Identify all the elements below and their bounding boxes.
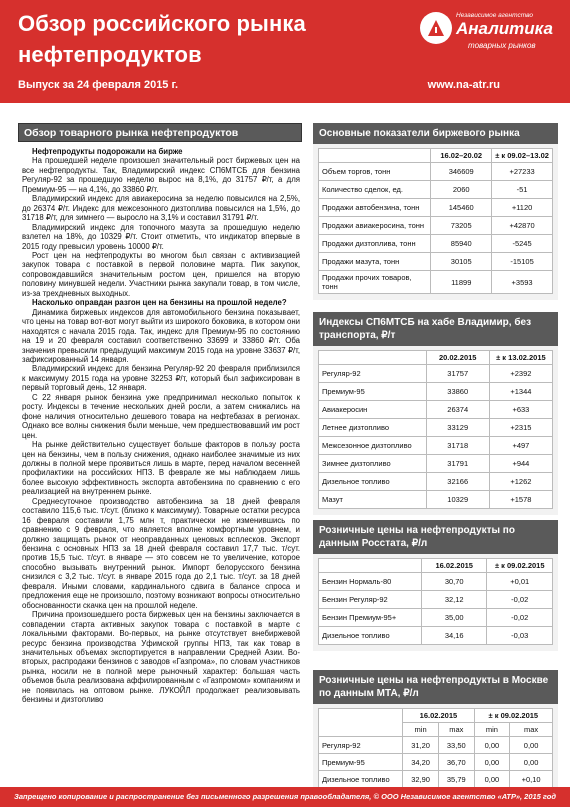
- table-row: [319, 491, 553, 509]
- article-paragraph: Владимирский индекс для топочного мазута за прошедшую неделю взлетел на 18%, до 10329 ₽/т. Стоит отметить, что индикатор впервые в 2015 году превысил уровень 10000 ₽/т.: [22, 222, 300, 251]
- cell-value: +2392: [489, 365, 552, 383]
- column-header: 16.02.2015: [403, 709, 474, 723]
- logo-bottom-text: товарных рынков: [468, 41, 536, 50]
- column-header: ± к 09.02–13.02: [492, 149, 553, 163]
- cell-value: 35,00: [421, 609, 487, 627]
- row-label: Премиум-95: [319, 383, 427, 401]
- cell-value: 33860: [426, 383, 489, 401]
- table-row: [319, 235, 553, 253]
- row-label: Летнее дизтопливо: [319, 419, 427, 437]
- row-label: Продажи мазута, тонн: [319, 253, 431, 271]
- column-header: 16.02.2015: [421, 559, 487, 573]
- article-paragraph: Владимирский индекс для бензина Регуляр-92 20 февраля приблизился к максимуму 2015 года на уровне 32253 ₽/т, который был зафиксирован в первый торговый день, 12 января.: [22, 364, 300, 393]
- market-review-heading: Обзор товарного рынка нефтепродуктов: [18, 123, 302, 142]
- article-paragraph: Владимирский индекс для авиакеросина за неделю повысился на 2,5%, до 26374 ₽/т. Индекс для межсезонного дизтоплива повысился на 1,5%, до 31718 ₽/т, для зимнего — выросло на 3,1% и составил 31791 ₽/т.: [22, 194, 300, 223]
- cell-value: 0,00: [510, 737, 553, 754]
- cell-value: +27233: [492, 163, 553, 181]
- moscow-prices-table: [318, 708, 553, 788]
- header-banner: [0, 0, 570, 103]
- column-header: [319, 559, 422, 573]
- cell-value: +944: [489, 455, 552, 473]
- row-label: Бензин Премиум-95+: [319, 609, 422, 627]
- cell-value: +1578: [489, 491, 552, 509]
- cell-value: 0,00: [474, 771, 510, 788]
- row-label: Авиакеросин: [319, 401, 427, 419]
- title-line-2: нефтепродуктов: [18, 42, 202, 67]
- cell-value: -51: [492, 181, 553, 199]
- spimex-indices-table: [318, 350, 553, 509]
- row-label: Регуляр-92: [319, 365, 427, 383]
- cell-value: 11899: [431, 271, 492, 294]
- cell-value: 2060: [431, 181, 492, 199]
- table-row: [319, 181, 553, 199]
- cell-value: -5245: [492, 235, 553, 253]
- cell-value: +42870: [492, 217, 553, 235]
- copyright-footer: Запрещено копирование и распространение без письменного разрешения правообладателя, © ООО Независимое агентство «АТР», 2015 год: [0, 787, 570, 807]
- article-subheading: Нефтепродукты подорожали на бирже: [32, 147, 183, 156]
- cell-value: +2315: [489, 419, 552, 437]
- cell-value: 10329: [426, 491, 489, 509]
- row-label: Дизельное топливо: [319, 473, 427, 491]
- row-label: Премиум-95: [319, 754, 403, 771]
- cell-value: 32,90: [403, 771, 439, 788]
- row-label: Количество сделок, ед.: [319, 181, 431, 199]
- cell-value: 30,70: [421, 573, 487, 591]
- column-header: [319, 351, 427, 365]
- rosstat-prices-title: Розничные цены на нефтепродукты по данным Росстата, ₽/л: [313, 520, 558, 554]
- column-header: 16.02–20.02: [431, 149, 492, 163]
- article-paragraph: Среднесуточное производство автобензина за 18 дней февраля составило 115,6 тыс. т/сут. (близко к максимуму). Товарные остатки ресурса 16 февраля составили 1,75 млн т, практически не изменившись по сравнению с 9 февраля, что является вполне комфортным уровнем, и должно защищать рынок от неоправданных ценовых всплесков. Экспорт бензина с основных НПЗ за 18 дней февраля составил 17,7 тыс. т/сут. против 15,5 тыс. т/сут. в январе — это совсем не то увеличение, которое способно вызывать внутренний рынок. Импорт белорусского бензина снизился с 3,2 тыс. т/сут. в январе 2015 года до 2,1 тыс. т/сут. за 18 дней февраля. Иными словами, кардинального сдвига в балансе спроса и предложения еще не произошло, поэтому возникают вопросы относительно обоснованности скачка цен на прошлой неделе.: [22, 496, 300, 610]
- logo-emblem-icon: [420, 12, 452, 44]
- rosstat-prices-table: [318, 558, 553, 645]
- column-subheader: max: [438, 723, 474, 737]
- cell-value: 0,00: [510, 754, 553, 771]
- cell-value: 85940: [431, 235, 492, 253]
- exchange-indicators-title: Основные показатели биржевого рынка: [313, 123, 558, 144]
- table-row: [319, 199, 553, 217]
- agency-logo: [420, 6, 562, 66]
- exchange-indicators-table: [318, 148, 553, 294]
- row-label: Продажи авиакеросина, тонн: [319, 217, 431, 235]
- logo-top-text: Независимое агентство: [456, 12, 533, 19]
- row-label: Мазут: [319, 491, 427, 509]
- table-row: [319, 383, 553, 401]
- table-row: [319, 737, 553, 754]
- title-line-1: Обзор российского рынка: [18, 11, 306, 36]
- cell-value: +1120: [492, 199, 553, 217]
- row-label: Регуляр-92: [319, 737, 403, 754]
- table-row: [319, 163, 553, 181]
- row-label: Дизельное топливо: [319, 771, 403, 788]
- table-row: [319, 401, 553, 419]
- logo-main-text: Аналитика: [456, 19, 553, 38]
- table-row: [319, 771, 553, 788]
- column-header: [319, 149, 431, 163]
- row-label: Зимнее дизтопливо: [319, 455, 427, 473]
- row-label: Объем торгов, тонн: [319, 163, 431, 181]
- cell-value: -15105: [492, 253, 553, 271]
- cell-value: 32166: [426, 473, 489, 491]
- table-row: [319, 419, 553, 437]
- column-header: ± к 09.02.2015: [487, 559, 553, 573]
- row-label: Продажи прочих товаров, тонн: [319, 271, 431, 294]
- article-paragraph: На рынке действительно существует больше факторов в пользу роста цен на бензины, чем в пользу снижения, однако наиболее значимые из них должны в полной мере проявиться лишь в марте, перед началом весенней профилактики на российских НПЗ. В феврале же мы наблюдаем лишь более высокую эффективность экспорта автобензина по сравнению с его реализацией на внутреннем рынке.: [22, 440, 300, 497]
- cell-value: 34,20: [403, 754, 439, 771]
- table-row: [319, 754, 553, 771]
- cell-value: +497: [489, 437, 552, 455]
- column-subheader: min: [474, 723, 510, 737]
- article-subheading: Насколько оправдан разгон цен на бензины на прошлой неделе?: [32, 298, 287, 308]
- article-paragraph: На прошедшей неделе произошел значительный рост биржевых цен на все нефтепродукты. Так, Владимирский индекс СП6МТСБ для бензина Регуляр-92 за прошедшую неделю вырос на 8,1%, до 31757 ₽/т, а для Премиум-95 — на 4,1%, до 33860 ₽/т.: [22, 156, 300, 194]
- table-row: [319, 627, 553, 645]
- article-paragraph: Рост цен на нефтепродукты во многом был связан с активизацией закупок товара с поставкой в первой половине марта. Пик закупок, сопровождавшийся значительным ростом цен, пришелся на вторую половину минувшей недели. Участники рынка закупали товар, в том числе, из-за трехдневных выходных.: [22, 250, 300, 298]
- article-paragraph: Причина произошедшего роста биржевых цен на бензины заключается в совпадении старта активных закупок товара с поставкой в марте с локальными факторами. Во-первых, на рынке отсутствует внебиржевой ресурс бензина производства Уфимской группы НПЗ, так как товар в значительных объемах экспортируется в направлении Средней Азии. Во-вторых, распродажи бензинов с заводов «Газпрома», по словам участников рынка, носили не в полной мере рыночный характер: большая часть объемов была реализована аффилированным с «Газпромом» компаниям и не появилась на оптовом рынке. ЛУКОЙЛ продолжает реализовывать бензины и дизтопливо: [22, 610, 300, 705]
- cell-value: +633: [489, 401, 552, 419]
- column-header: ± к 13.02.2015: [489, 351, 552, 365]
- cell-value: +3593: [492, 271, 553, 294]
- site-link[interactable]: www.na-atr.ru: [427, 79, 500, 91]
- cell-value: 32,12: [421, 591, 487, 609]
- table-row: [319, 437, 553, 455]
- cell-value: 26374: [426, 401, 489, 419]
- cell-value: 34,16: [421, 627, 487, 645]
- table-row: [319, 365, 553, 383]
- issue-date: Выпуск за 24 февраля 2015 г.: [18, 79, 179, 91]
- column-subheader: max: [510, 723, 553, 737]
- cell-value: 0,00: [474, 754, 510, 771]
- cell-value: 33,50: [438, 737, 474, 754]
- moscow-prices-title: Розничные цены на нефтепродукты в Москве по данным МТА, ₽/л: [313, 670, 558, 704]
- row-label: Бензин Нормаль-80: [319, 573, 422, 591]
- cell-value: 346609: [431, 163, 492, 181]
- cell-value: +1344: [489, 383, 552, 401]
- table-row: [319, 473, 553, 491]
- column-header: 20.02.2015: [426, 351, 489, 365]
- cell-value: 36,70: [438, 754, 474, 771]
- spimex-indices-panel: [313, 312, 558, 515]
- page-title: [18, 8, 306, 70]
- row-label: Продажи автобензина, тонн: [319, 199, 431, 217]
- row-label: Бензин Регуляр-92: [319, 591, 422, 609]
- cell-value: +0,10: [510, 771, 553, 788]
- cell-value: 35,79: [438, 771, 474, 788]
- column-header: [319, 709, 403, 737]
- exchange-indicators-panel: [313, 123, 558, 300]
- cell-value: 31757: [426, 365, 489, 383]
- moscow-prices-panel: [313, 670, 558, 792]
- table-row: [319, 609, 553, 627]
- cell-value: -0,03: [487, 627, 553, 645]
- table-row: [319, 591, 553, 609]
- cell-value: 30105: [431, 253, 492, 271]
- cell-value: 33129: [426, 419, 489, 437]
- row-label: Продажи дизтоплива, тонн: [319, 235, 431, 253]
- rosstat-prices-panel: [313, 520, 558, 651]
- row-label: Дизельное топливо: [319, 627, 422, 645]
- table-row: [319, 271, 553, 294]
- cell-value: +1262: [489, 473, 552, 491]
- column-subheader: min: [403, 723, 439, 737]
- spimex-indices-title: Индексы СП6МТСБ на хабе Владимир, без транспорта, ₽/т: [313, 312, 558, 346]
- table-row: [319, 253, 553, 271]
- cell-value: -0,02: [487, 591, 553, 609]
- column-header: ± к 09.02.2015: [474, 709, 552, 723]
- cell-value: 31718: [426, 437, 489, 455]
- article-paragraph: С 22 января рынок бензина уже предпринимал несколько попыток к росту. Индексы в течение нескольких дней росли, а затем снижались на фоне наличия относительно дешевого товара на нефтебазах в регионах. Однако все волны снижения были меньше, чем предшествовавший им рост цен.: [22, 392, 300, 440]
- row-label: Межсезонное дизтопливо: [319, 437, 427, 455]
- table-row: [319, 455, 553, 473]
- cell-value: 0,00: [474, 737, 510, 754]
- cell-value: 73205: [431, 217, 492, 235]
- cell-value: 145460: [431, 199, 492, 217]
- cell-value: 31791: [426, 455, 489, 473]
- cell-value: -0,02: [487, 609, 553, 627]
- table-row: [319, 217, 553, 235]
- table-row: [319, 573, 553, 591]
- article-paragraph: Динамика биржевых индексов для автомобильного бензина показывает, что цены на товар вот-вот могут выйти из широкого боковика, в котором они находятся с начала 2015 года. Так, индекс для Премиум-95 по состоянию на 19 и 20 февраля составил соответственно 33699 и 33860 ₽/т. Оба значения превысили предыдущий максимум 2015 года на уровне 33637 ₽/т, зафиксированный 14 января.: [22, 307, 300, 364]
- cell-value: +0,01: [487, 573, 553, 591]
- cell-value: 31,20: [403, 737, 439, 754]
- market-review-article: [22, 147, 300, 705]
